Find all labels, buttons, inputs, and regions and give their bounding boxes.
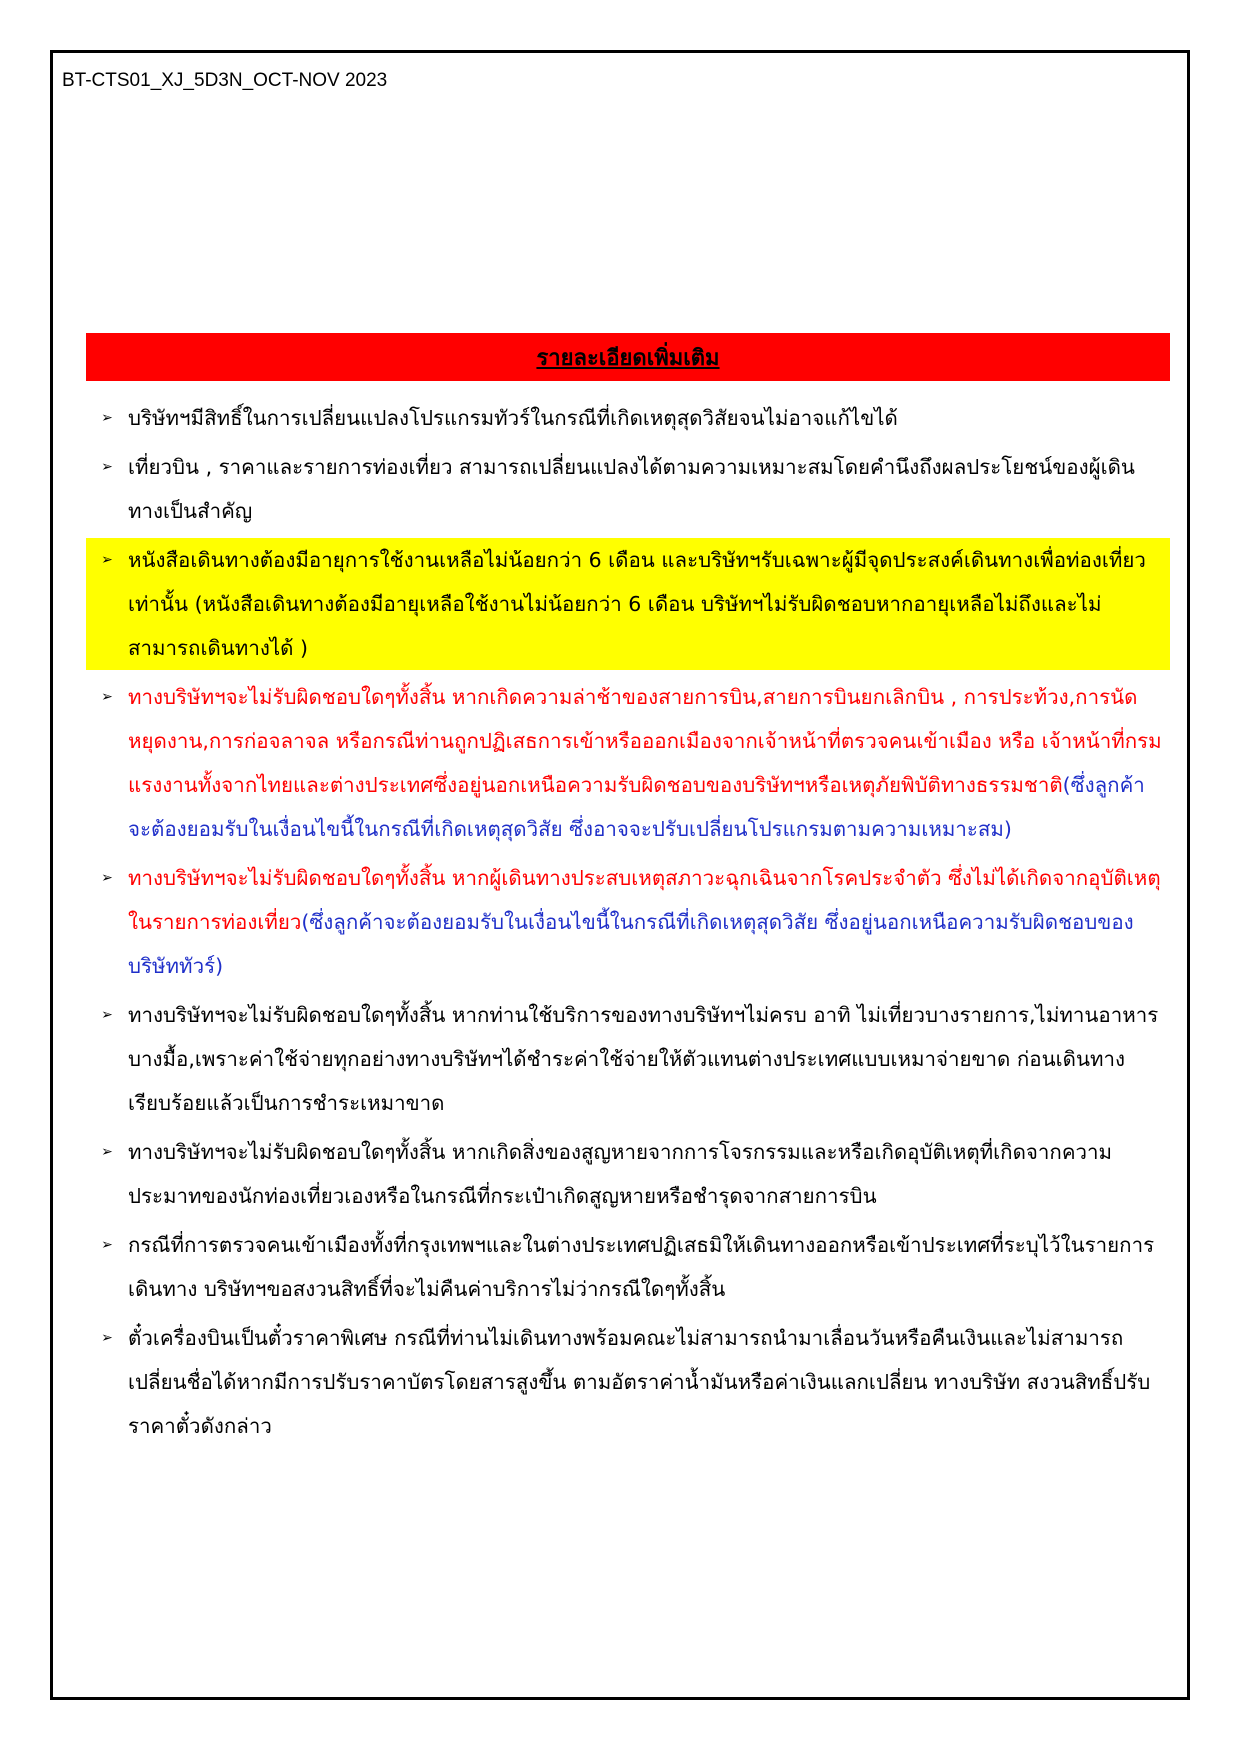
highlighted-list-item xyxy=(86,538,1170,670)
disclaimer-red-text: ทางบริษัทฯจะไม่รับผิดชอบใดๆทั้งสิ้น หากผู้เดินทางประสบเหตุสภาวะฉุกเฉินจากโรคประจำตัว ซึ่งไม่ได้เกิดจากอุบัติเหตุในรายการท่องเที่ยว xyxy=(128,866,1161,934)
arrow-bullet-icon: ➢ xyxy=(101,689,113,705)
disclaimer-blue-text: (ซึ่งลูกค้าจะต้องยอมรับในเงื่อนไขนี้ในกรณีที่เกิดเหตุสุดวิสัย ซึ่งอยู่นอกเหนือความรับผิดชอบของบริษัททัวร์) xyxy=(128,910,1134,978)
list-item xyxy=(86,396,1170,440)
list-item-text: ตั๋วเครื่องบินเป็นตั๋วราคาพิเศษ กรณีที่ท่านไม่เดินทางพร้อมคณะไม่สามารถนำมาเลื่อนวันหรือคืนเงินและไม่สามารถเปลี่ยนชื่อได้หากมีการปรับราคาบัตรโดยสารสูงขึ้น ตามอัตราค่าน้ำมันหรือค่าเงินแลกเปลี่ยน ทางบริษัท สงวนสิทธิ์ปรับราคาตั๋วดังกล่าว xyxy=(128,1326,1151,1438)
arrow-bullet-icon: ➢ xyxy=(101,1330,113,1346)
section-title: รายละเอียดเพิ่มเติม xyxy=(536,345,720,371)
list-item-text: บริษัทฯมีสิทธิ์ในการเปลี่ยนแปลงโปรแกรมทัวร์ในกรณีที่เกิดเหตุสุดวิสัยจนไม่อาจแก้ไขได้ xyxy=(128,406,898,430)
list-item-text xyxy=(128,856,1170,988)
disclaimer-red-text: ทางบริษัทฯจะไม่รับผิดชอบใดๆทั้งสิ้น หากเกิดความล่าช้าของสายการบิน,สายการบินยกเลิกบิน , การประท้วง,การนัดหยุดงาน,การก่อจลาจล หรือกรณีท่านถูกปฏิเสธการเข้าหรือออกเมืองจากเจ้าหน้าที่ตรวจคนเข้าเมือง หรือ เจ้าหน้าที่กรมแรงงานทั้งจากไทยและต่างประเทศซึ่งอยู่นอกเหนือความรับผิดชอบของบริษัทฯหรือเหตุภัยพิบัติทางธรรมชาติ xyxy=(128,685,1162,797)
list-item-text: ทางบริษัทฯจะไม่รับผิดชอบใดๆทั้งสิ้น หากเกิดสิ่งของสูญหายจากการโจรกรรมและหรือเกิดอุบัติเหตุที่เกิดจากความประมาทของนักท่องเที่ยวเองหรือในกรณีที่กระเป๋าเกิดสูญหายหรือชำรุดจากสายการบิน xyxy=(128,1140,1113,1208)
passport-requirement-text: หนังสือเดินทางต้องมีอายุการใช้งานเหลือไม่น้อยกว่า 6 เดือน และบริษัทฯรับเฉพาะผู้มีจุดประสงค์เดินทางเพื่อท่องเที่ยวเท่านั้น (หนังสือเดินทางต้องมีอายุเหลือใช้งานไม่น้อยกว่า 6 เดือน บริษัทฯไม่รับผิดชอบหากอายุเหลือไม่ถึงและไม่สามารถเดินทางได้ ) xyxy=(128,548,1146,660)
terms-list xyxy=(86,396,1170,1453)
document-code: BT-CTS01_XJ_5D3N_OCT-NOV 2023 xyxy=(62,70,388,91)
arrow-bullet-icon: ➢ xyxy=(101,1237,113,1253)
list-item xyxy=(86,856,1170,988)
arrow-bullet-icon: ➢ xyxy=(101,552,113,568)
arrow-bullet-icon: ➢ xyxy=(101,410,113,426)
list-item-text: ทางบริษัทฯจะไม่รับผิดชอบใดๆทั้งสิ้น หากท่านใช้บริการของทางบริษัทฯไม่ครบ อาทิ ไม่เที่ยวบางรายการ,ไม่ทานอาหารบางมื้อ,เพราะค่าใช้จ่ายทุกอย่างทางบริษัทฯได้ชำระค่าใช้จ่ายให้ตัวแทนต่างประเทศแบบเหมาจ่ายขาด ก่อนเดินทางเรียบร้อยแล้วเป็นการชำระเหมาขาด xyxy=(128,1003,1159,1115)
list-item xyxy=(86,445,1170,533)
arrow-bullet-icon: ➢ xyxy=(101,1144,113,1160)
list-item xyxy=(86,1316,1170,1448)
arrow-bullet-icon: ➢ xyxy=(101,459,113,475)
section-header-bar xyxy=(86,333,1170,381)
disclaimer-blue-text: (ซึ่งลูกค้าจะต้องยอมรับในเงื่อนไขนี้ในกรณีที่เกิดเหตุสุดวิสัย ซึ่งอาจจะปรับเปลี่ยนโปรแกรมตามความเหมาะสม) xyxy=(128,773,1145,841)
list-item-text: เที่ยวบิน , ราคาและรายการท่องเที่ยว สามารถเปลี่ยนแปลงได้ตามความเหมาะสมโดยคำนึงถึงผลประโยชน์ของผู้เดินทางเป็นสำคัญ xyxy=(128,455,1135,523)
list-item xyxy=(86,675,1170,851)
list-item-text: กรณีที่การตรวจคนเข้าเมืองทั้งที่กรุงเทพฯและในต่างประเทศปฏิเสธมิให้เดินทางออกหรือเข้าประเทศที่ระบุไว้ในรายการเดินทาง บริษัทฯขอสงวนสิทธิ์ที่จะไม่คืนค่าบริการไม่ว่ากรณีใดๆทั้งสิ้น xyxy=(128,1233,1155,1301)
arrow-bullet-icon: ➢ xyxy=(101,1007,113,1023)
list-item xyxy=(86,993,1170,1125)
list-item xyxy=(86,1223,1170,1311)
list-item-text xyxy=(128,675,1170,851)
arrow-bullet-icon: ➢ xyxy=(101,870,113,886)
list-item xyxy=(86,1130,1170,1218)
